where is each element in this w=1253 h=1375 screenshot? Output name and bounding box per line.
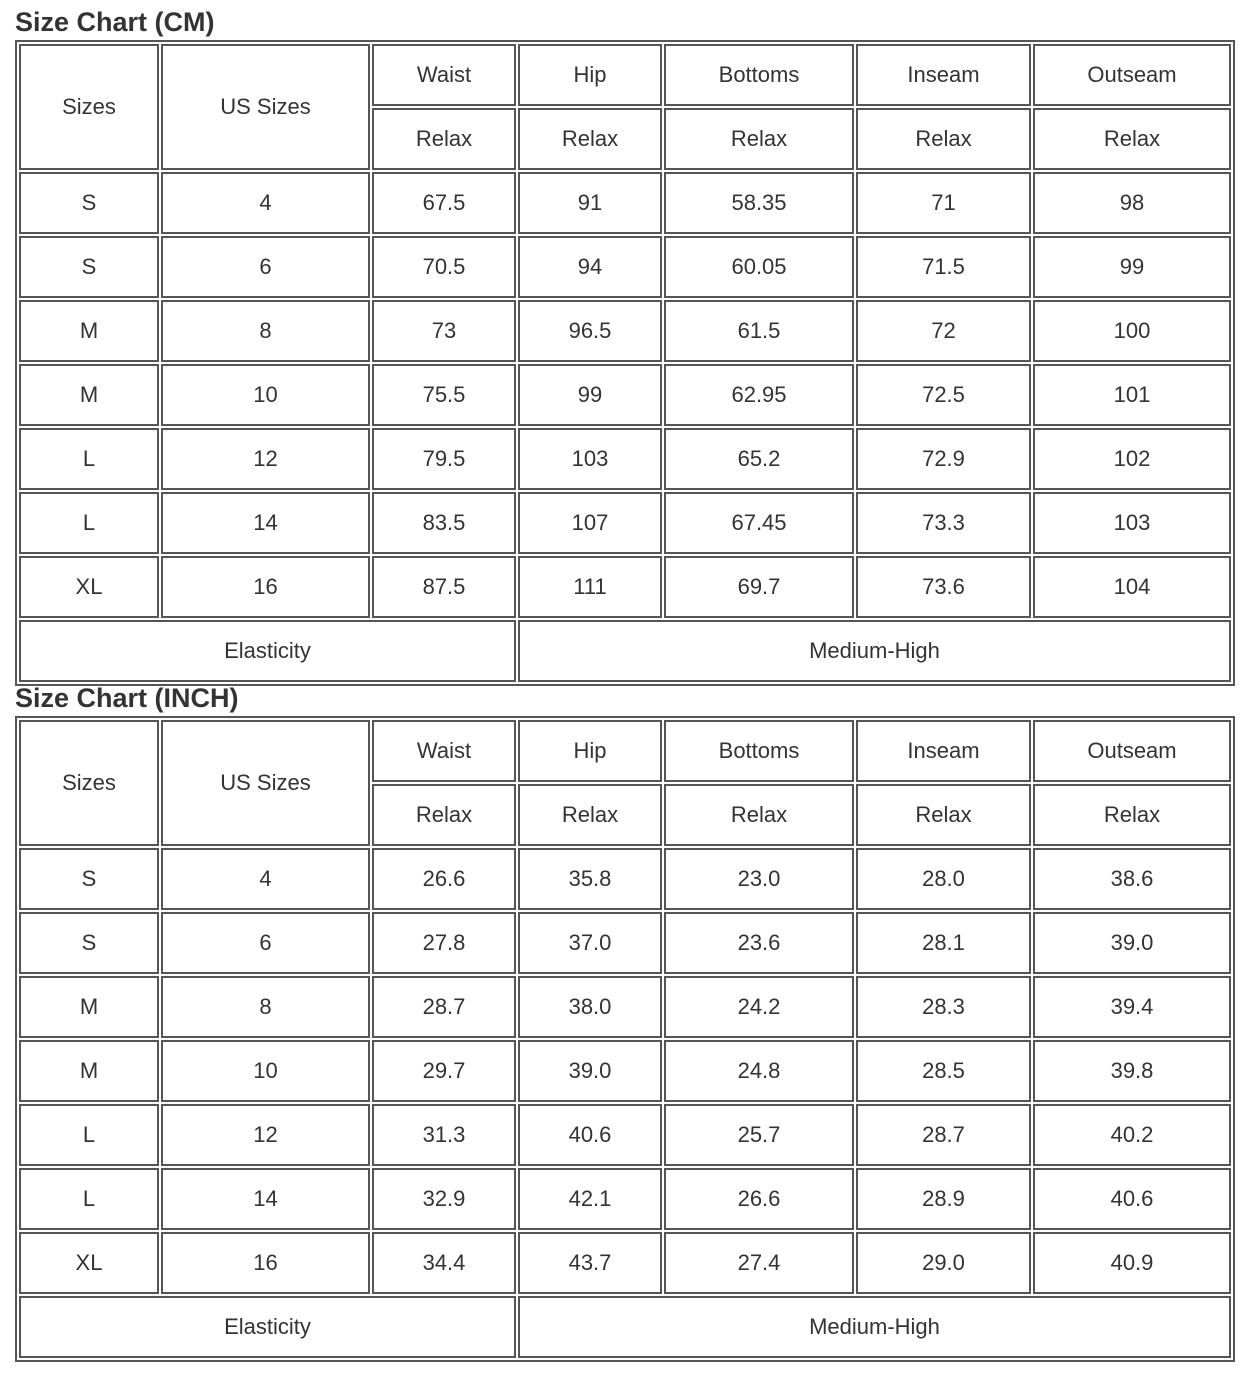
table-cell: 69.7 [664, 556, 854, 618]
table-cell: 99 [518, 364, 662, 426]
table-cell: 28.7 [372, 976, 516, 1038]
table-cell: 16 [161, 556, 370, 618]
table-cell: 42.1 [518, 1168, 662, 1230]
table-cell: 25.7 [664, 1104, 854, 1166]
table-cell: 29.0 [856, 1232, 1031, 1294]
elasticity-row [19, 1296, 1231, 1358]
chart-title: Size Chart (CM) [15, 7, 215, 37]
table-cell: L [19, 1168, 159, 1230]
table-cell: S [19, 172, 159, 234]
header-us-sizes: US Sizes [161, 44, 370, 170]
table-cell: 83.5 [372, 492, 516, 554]
table-cell: 72.5 [856, 364, 1031, 426]
size-table [15, 40, 1235, 686]
table-cell: 103 [1033, 492, 1231, 554]
table-cell: 37.0 [518, 912, 662, 974]
table-cell: 24.8 [664, 1040, 854, 1102]
table-cell: 94 [518, 236, 662, 298]
table-cell: 102 [1033, 428, 1231, 490]
table-cell: 111 [518, 556, 662, 618]
table-cell: 39.4 [1033, 976, 1231, 1038]
table-cell: 23.6 [664, 912, 854, 974]
table-cell: 38.6 [1033, 848, 1231, 910]
header-row [19, 720, 1231, 782]
table-cell: 4 [161, 848, 370, 910]
table-cell: 72 [856, 300, 1031, 362]
header-sizes: Sizes [19, 44, 159, 170]
table-cell: 91 [518, 172, 662, 234]
table-cell: 10 [161, 1040, 370, 1102]
elasticity-value: Medium-High [518, 1296, 1231, 1358]
chart-title: Size Chart (INCH) [15, 683, 239, 713]
header-fit: Relax [518, 784, 662, 846]
table-cell: 32.9 [372, 1168, 516, 1230]
table-cell: 40.2 [1033, 1104, 1231, 1166]
table-cell: M [19, 1040, 159, 1102]
table-cell: 79.5 [372, 428, 516, 490]
table-row [19, 300, 1231, 362]
table-cell: 60.05 [664, 236, 854, 298]
table-row [19, 1232, 1231, 1294]
table-cell: 16 [161, 1232, 370, 1294]
table-cell: L [19, 492, 159, 554]
table-cell: XL [19, 1232, 159, 1294]
table-row [19, 364, 1231, 426]
table-cell: 72.9 [856, 428, 1031, 490]
table-cell: 12 [161, 428, 370, 490]
table-cell: 107 [518, 492, 662, 554]
table-cell: 67.45 [664, 492, 854, 554]
table-cell: 40.9 [1033, 1232, 1231, 1294]
size-table-body [19, 720, 1231, 1358]
table-cell: 4 [161, 172, 370, 234]
table-cell: 39.0 [1033, 912, 1231, 974]
elasticity-label: Elasticity [19, 1296, 516, 1358]
table-cell: 26.6 [372, 848, 516, 910]
table-cell: 87.5 [372, 556, 516, 618]
table-cell: 28.0 [856, 848, 1031, 910]
header-measure: Waist [372, 44, 516, 106]
header-measure: Outseam [1033, 44, 1231, 106]
table-cell: 73 [372, 300, 516, 362]
table-cell: 34.4 [372, 1232, 516, 1294]
header-fit: Relax [856, 108, 1031, 170]
table-cell: L [19, 428, 159, 490]
table-cell: 62.95 [664, 364, 854, 426]
table-cell: 27.8 [372, 912, 516, 974]
header-measure: Inseam [856, 44, 1031, 106]
table-cell: 75.5 [372, 364, 516, 426]
table-cell: 61.5 [664, 300, 854, 362]
header-measure: Bottoms [664, 720, 854, 782]
header-measure: Waist [372, 720, 516, 782]
table-cell: 58.35 [664, 172, 854, 234]
table-cell: 99 [1033, 236, 1231, 298]
header-fit: Relax [664, 108, 854, 170]
table-row [19, 556, 1231, 618]
table-cell: 28.7 [856, 1104, 1031, 1166]
table-cell: 100 [1033, 300, 1231, 362]
header-fit: Relax [856, 784, 1031, 846]
header-fit: Relax [664, 784, 854, 846]
table-cell: 73.3 [856, 492, 1031, 554]
table-row [19, 236, 1231, 298]
table-cell: 23.0 [664, 848, 854, 910]
table-cell: S [19, 848, 159, 910]
size-table [15, 716, 1235, 1362]
table-row [19, 1104, 1231, 1166]
header-measure: Hip [518, 44, 662, 106]
table-cell: 28.5 [856, 1040, 1031, 1102]
table-cell: 98 [1033, 172, 1231, 234]
table-cell: 70.5 [372, 236, 516, 298]
table-cell: 10 [161, 364, 370, 426]
table-cell: 28.1 [856, 912, 1031, 974]
table-cell: 101 [1033, 364, 1231, 426]
table-cell: 65.2 [664, 428, 854, 490]
header-row [19, 44, 1231, 106]
table-row [19, 976, 1231, 1038]
table-cell: 103 [518, 428, 662, 490]
table-cell: 39.8 [1033, 1040, 1231, 1102]
table-cell: 12 [161, 1104, 370, 1166]
table-cell: 28.3 [856, 976, 1031, 1038]
header-measure: Hip [518, 720, 662, 782]
table-cell: 24.2 [664, 976, 854, 1038]
elasticity-value: Medium-High [518, 620, 1231, 682]
table-row [19, 492, 1231, 554]
table-cell: 27.4 [664, 1232, 854, 1294]
table-cell: XL [19, 556, 159, 618]
elasticity-label: Elasticity [19, 620, 516, 682]
header-measure: Bottoms [664, 44, 854, 106]
table-cell: 104 [1033, 556, 1231, 618]
table-cell: S [19, 912, 159, 974]
table-cell: 6 [161, 912, 370, 974]
table-cell: 38.0 [518, 976, 662, 1038]
table-cell: S [19, 236, 159, 298]
table-row [19, 848, 1231, 910]
table-cell: 14 [161, 492, 370, 554]
table-cell: 8 [161, 300, 370, 362]
table-cell: 28.9 [856, 1168, 1031, 1230]
table-cell: M [19, 976, 159, 1038]
table-cell: 8 [161, 976, 370, 1038]
table-cell: 14 [161, 1168, 370, 1230]
table-row [19, 912, 1231, 974]
size-table-body [19, 44, 1231, 682]
table-cell: 40.6 [1033, 1168, 1231, 1230]
header-measure: Inseam [856, 720, 1031, 782]
table-cell: 71 [856, 172, 1031, 234]
table-cell: M [19, 364, 159, 426]
table-cell: L [19, 1104, 159, 1166]
table-row [19, 1168, 1231, 1230]
table-cell: 96.5 [518, 300, 662, 362]
table-cell: 67.5 [372, 172, 516, 234]
table-cell: 6 [161, 236, 370, 298]
table-cell: 73.6 [856, 556, 1031, 618]
table-cell: 29.7 [372, 1040, 516, 1102]
table-cell: 35.8 [518, 848, 662, 910]
table-row [19, 428, 1231, 490]
header-fit: Relax [1033, 108, 1231, 170]
header-us-sizes: US Sizes [161, 720, 370, 846]
table-cell: 40.6 [518, 1104, 662, 1166]
elasticity-row [19, 620, 1231, 682]
table-cell: 71.5 [856, 236, 1031, 298]
table-row [19, 172, 1231, 234]
header-fit: Relax [372, 784, 516, 846]
header-fit: Relax [1033, 784, 1231, 846]
table-cell: 39.0 [518, 1040, 662, 1102]
table-cell: 31.3 [372, 1104, 516, 1166]
header-fit: Relax [518, 108, 662, 170]
header-fit: Relax [372, 108, 516, 170]
table-cell: M [19, 300, 159, 362]
header-measure: Outseam [1033, 720, 1231, 782]
header-sizes: Sizes [19, 720, 159, 846]
table-cell: 26.6 [664, 1168, 854, 1230]
table-row [19, 1040, 1231, 1102]
table-cell: 43.7 [518, 1232, 662, 1294]
